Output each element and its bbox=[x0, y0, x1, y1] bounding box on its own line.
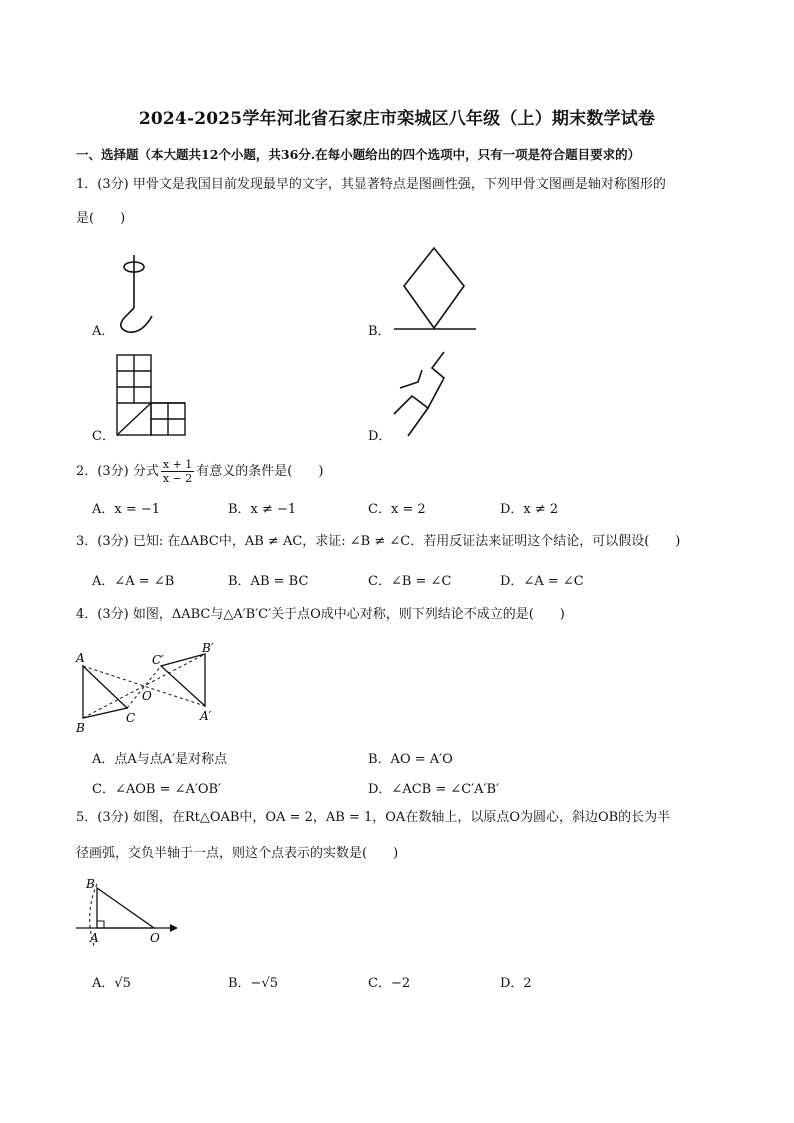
q1-zigzag-figure bbox=[392, 348, 462, 440]
q5-option-a: A．√5 bbox=[92, 976, 131, 991]
q2-stem bbox=[76, 458, 323, 485]
q4-label-o: O bbox=[142, 689, 152, 703]
q5-option-c: C．−2 bbox=[368, 976, 411, 991]
q5-stem-line1: 5．(3分) 如图，在Rt△OAB中，OA = 2，AB = 1，OA在数轴上，以原点O为圆心，斜边OB的长为半 bbox=[76, 810, 671, 825]
q1-grid-figure bbox=[117, 355, 189, 437]
q5-number-line-figure bbox=[74, 874, 184, 954]
q3-option-d: D．∠A = ∠C bbox=[500, 574, 584, 589]
q4-label-b: B bbox=[76, 721, 85, 735]
q4-label-c-prime: C′ bbox=[152, 653, 164, 667]
q4-label-a: A bbox=[76, 651, 85, 665]
q1-option-a-label: A． bbox=[92, 324, 115, 339]
page-title: 2024-2025学年河北省石家庄市栾城区八年级（上）期末数学试卷 bbox=[138, 109, 656, 129]
q2-denominator: x − 2 bbox=[162, 472, 193, 485]
q3-option-a: A．∠A = ∠B bbox=[92, 574, 175, 589]
q2-option-a: A．x = −1 bbox=[92, 502, 161, 517]
q2-numerator: x + 1 bbox=[162, 458, 193, 471]
q1-hook-figure bbox=[110, 250, 170, 340]
q5-label-o: O bbox=[150, 931, 160, 945]
q3-option-c: C．∠B = ∠C bbox=[368, 574, 452, 589]
q4-label-b-prime: B′ bbox=[202, 641, 214, 655]
q2-suffix: 有意义的条件是( ) bbox=[196, 464, 324, 479]
q5-label-b: B bbox=[86, 877, 95, 891]
q2-fraction bbox=[161, 458, 194, 485]
q4-option-a: A．点A与点A′是对称点 bbox=[92, 752, 228, 767]
q5-label-a: A bbox=[90, 931, 99, 945]
q4-stem: 4．(3分) 如图，ΔABC与△A′B′C′关于点O成中心对称，则下列结论不成立的是( ) bbox=[76, 607, 565, 622]
q4-option-b: B．AO = A′O bbox=[368, 752, 453, 767]
q2-prefix: 2．(3分) 分式 bbox=[76, 464, 159, 479]
q4-option-d: D．∠ACB = ∠C′A′B′ bbox=[368, 782, 499, 797]
q3-stem: 3．(3分) 已知: 在ΔABC中，AB ≠ AC，求证: ∠B ≠ ∠C．若用反证法来证明这个结论，可以假设( ) bbox=[76, 534, 681, 549]
q5-stem-line2: 径画弧，交负半轴于一点，则这个点表示的实数是( ) bbox=[76, 846, 399, 861]
section-heading: 一、选择题（本大题共12个小题，共36分.在每小题给出的四个选项中，只有一项是符合题目要求的） bbox=[76, 147, 641, 162]
q2-option-b: B．x ≠ −1 bbox=[228, 502, 297, 517]
q1-stem-line2: 是( ) bbox=[76, 211, 126, 226]
q5-option-b: B．−√5 bbox=[228, 976, 279, 991]
q2-option-c: C．x = 2 bbox=[368, 502, 426, 517]
q1-diamond-figure bbox=[390, 248, 480, 333]
q5-option-d: D．2 bbox=[500, 976, 532, 991]
q3-option-b: B．AB = BC bbox=[228, 574, 309, 589]
q2-option-d: D．x ≠ 2 bbox=[500, 502, 559, 517]
q4-symmetry-figure bbox=[74, 640, 234, 735]
q4-option-c: C．∠AOB = ∠A′OB′ bbox=[92, 782, 221, 797]
q4-label-a-prime: A′ bbox=[200, 709, 212, 723]
q1-option-c-label: C． bbox=[92, 429, 115, 444]
q4-label-c: C bbox=[126, 711, 136, 725]
q1-option-b-label: B． bbox=[368, 324, 391, 339]
q1-stem-line1: 1．(3分) 甲骨文是我国目前发现最早的文字，其显著特点是图画性强，下列甲骨文图画是轴对称图形的 bbox=[76, 177, 666, 192]
q1-option-d-label: D． bbox=[368, 429, 392, 444]
